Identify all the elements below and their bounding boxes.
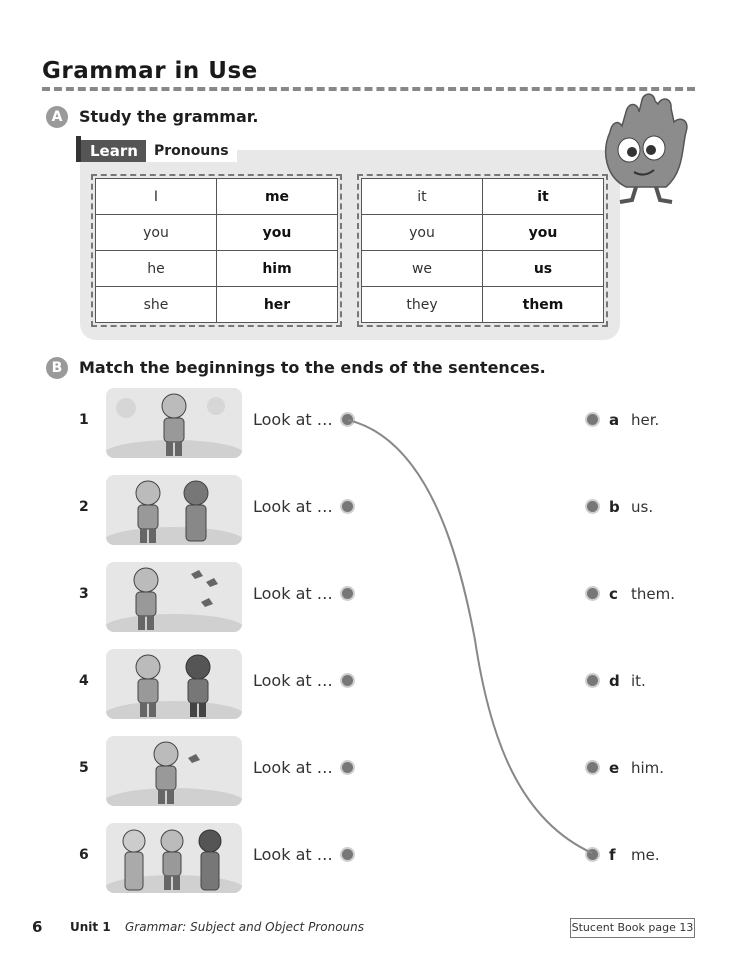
match-row-3 bbox=[0, 562, 737, 634]
ending-letter: f bbox=[609, 846, 616, 864]
boy-pointing-at-birds-icon bbox=[106, 562, 242, 632]
match-row-2 bbox=[0, 475, 737, 547]
pronoun-table-left bbox=[95, 178, 338, 323]
object-pronoun: you bbox=[483, 215, 604, 251]
learn-label: Learn bbox=[76, 140, 146, 162]
subject-pronoun: you bbox=[362, 215, 483, 251]
item-number: 6 bbox=[79, 847, 89, 863]
match-dot-start[interactable] bbox=[342, 675, 353, 686]
subject-pronoun: he bbox=[96, 251, 217, 287]
match-row-6 bbox=[0, 823, 737, 895]
subject-pronoun: you bbox=[96, 215, 217, 251]
match-row-5 bbox=[0, 736, 737, 808]
table-row bbox=[96, 179, 338, 215]
match-dot-end[interactable] bbox=[587, 762, 598, 773]
footer-unit: Unit 1 bbox=[70, 920, 111, 934]
sentence-beginning: Look at … bbox=[253, 497, 333, 516]
sentence-ending: her. bbox=[631, 411, 660, 429]
match-dot-end[interactable] bbox=[587, 501, 598, 512]
match-dot-start[interactable] bbox=[342, 849, 353, 860]
title-divider bbox=[42, 87, 695, 91]
object-pronoun: us bbox=[483, 251, 604, 287]
hand-mascot-icon bbox=[596, 92, 701, 207]
sentence-ending: them. bbox=[631, 585, 675, 603]
item-number: 4 bbox=[79, 673, 89, 689]
match-dot-start[interactable] bbox=[342, 588, 353, 599]
learn-topic: Pronouns bbox=[146, 140, 237, 162]
sentence-beginning: Look at … bbox=[253, 410, 333, 429]
footer-topic: Grammar: Subject and Object Pronouns bbox=[125, 920, 364, 934]
object-pronoun: it bbox=[483, 179, 604, 215]
table-row bbox=[96, 251, 338, 287]
sentence-beginning: Look at … bbox=[253, 671, 333, 690]
section-b-instruction: Match the beginnings to the ends of the sentences. bbox=[79, 358, 546, 377]
match-dot-start[interactable] bbox=[342, 501, 353, 512]
object-pronoun: me bbox=[217, 179, 338, 215]
ending-letter: c bbox=[609, 585, 618, 603]
subject-pronoun: we bbox=[362, 251, 483, 287]
sentence-beginning: Look at … bbox=[253, 758, 333, 777]
pronoun-table-right bbox=[361, 178, 604, 323]
table-row bbox=[362, 287, 604, 323]
match-row-4 bbox=[0, 649, 737, 721]
sentence-beginning: Look at … bbox=[253, 584, 333, 603]
sentence-ending: me. bbox=[631, 846, 660, 864]
table-row bbox=[362, 179, 604, 215]
page-title: Grammar in Use bbox=[42, 58, 258, 84]
section-a-instruction: Study the grammar. bbox=[79, 107, 259, 126]
sentence-ending: it. bbox=[631, 672, 646, 690]
page-number: 6 bbox=[32, 918, 43, 936]
match-dot-start[interactable] bbox=[342, 762, 353, 773]
sentence-ending: us. bbox=[631, 498, 654, 516]
section-b-badge: B bbox=[46, 357, 68, 379]
object-pronoun: her bbox=[217, 287, 338, 323]
ending-letter: d bbox=[609, 672, 620, 690]
subject-pronoun: she bbox=[96, 287, 217, 323]
boy-pointing-at-boy-icon bbox=[106, 649, 242, 719]
three-boys-icon bbox=[106, 823, 242, 893]
match-row-1 bbox=[0, 388, 737, 460]
subject-pronoun: they bbox=[362, 287, 483, 323]
sentence-ending: him. bbox=[631, 759, 665, 777]
object-pronoun: him bbox=[217, 251, 338, 287]
ending-letter: b bbox=[609, 498, 620, 516]
ending-letter: a bbox=[609, 411, 620, 429]
table-row bbox=[96, 287, 338, 323]
student-book-reference: Stucent Book page 13 bbox=[570, 918, 695, 938]
boy-pointing-at-girl-icon bbox=[106, 475, 242, 545]
match-dot-end[interactable] bbox=[587, 849, 598, 860]
item-number: 5 bbox=[79, 760, 89, 776]
subject-pronoun: it bbox=[362, 179, 483, 215]
match-dot-end[interactable] bbox=[587, 675, 598, 686]
table-row bbox=[96, 215, 338, 251]
sentence-beginning: Look at … bbox=[253, 845, 333, 864]
subject-pronoun: I bbox=[96, 179, 217, 215]
boy-pointing-at-himself-icon bbox=[106, 388, 242, 458]
match-dot-end[interactable] bbox=[587, 588, 598, 599]
object-pronoun: them bbox=[483, 287, 604, 323]
section-a-badge: A bbox=[46, 106, 68, 128]
boy-pointing-at-bird-icon bbox=[106, 736, 242, 806]
item-number: 1 bbox=[79, 412, 89, 428]
match-dot-start[interactable] bbox=[342, 414, 353, 425]
table-row bbox=[362, 251, 604, 287]
learn-tab bbox=[76, 140, 256, 162]
object-pronoun: you bbox=[217, 215, 338, 251]
table-row bbox=[362, 215, 604, 251]
item-number: 3 bbox=[79, 586, 89, 602]
item-number: 2 bbox=[79, 499, 89, 515]
ending-letter: e bbox=[609, 759, 620, 777]
match-dot-end[interactable] bbox=[587, 414, 598, 425]
